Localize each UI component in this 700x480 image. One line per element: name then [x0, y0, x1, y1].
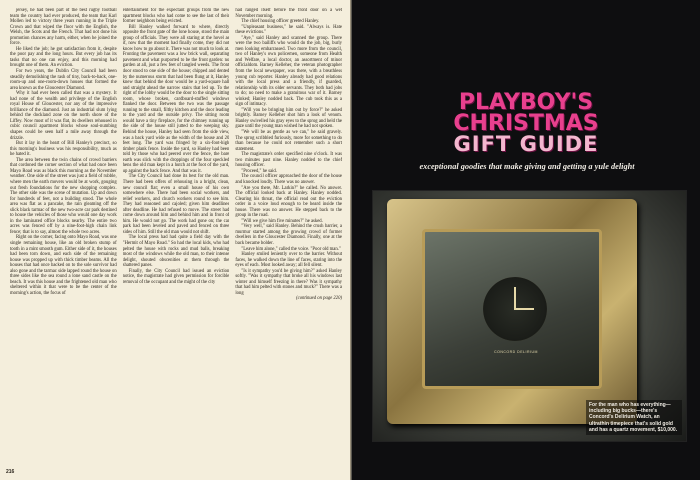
- paragraph: "Are you there, Mr. Larkin?" he called. No answer. The official looked back at Hanley. Hanley nodded. Clearing his throat, the official read out the eviction order in a voice loud enough to be heard inside the house. There was no answer. He stepped back to the group in the road.: [235, 185, 343, 219]
- tagline: exceptional goodies that make giving and getting a yule delight: [419, 162, 635, 171]
- text-column-2: [123, 8, 230, 470]
- paragraph: "Leave him alone," called the voice. "Poor old man.": [241, 246, 341, 252]
- paragraph: "Will we give him five minutes?" he asked.: [241, 218, 323, 224]
- paragraph: "Proceed," he said.: [241, 168, 277, 174]
- paragraph: Why it had ever been called that was a mystery. It had none of the wealth and privilege of the English royal House of Gloucester, nor any of the impressive brilliance of the diamond. Just an industrial slum lying behind the dockland zone on the north shore of the Liffey. Now most of it was flat, its dwellers rehoused in cubic council apartment blocks whose soul-numbing shapes could be seen half a mile away through the drizzle.: [10, 91, 117, 141]
- paragraph: Right on the corner, facing onto Mayo Road, was one single remaining house, like an old broken stump of tooth in a mint smooth gum. Either side of it, the houses had been torn down, and each side of the remaining house was propped up with thick timber beams. All the houses that had once backed on to the sole survivor had also gone and the tarmac side lapped round the house on three sides like the sea round a lone sand castle on the beach. It was this house and the frightened old man who sheltered within it that were to be the center of the morning's action, the focus of: [10, 235, 117, 296]
- paragraph: The council officer approached the door of the house and knocked loudly. There was no answer.: [235, 174, 343, 185]
- paragraph: But it lay in the heart of Bill Hanley's precinct, so this morning's business was his responsibility, much as he hated it.: [10, 141, 117, 158]
- watch-dial-icon: [483, 277, 547, 341]
- minute-hand: [514, 308, 534, 310]
- paragraph: "Very well," said Hanley. Behind the crush barrier, a murmur started among the growing crowd of former dwellers in the Gloucester Diamond. Finally, one at the back became bolder.: [235, 224, 343, 246]
- text-column-1: [10, 8, 117, 470]
- right-page: [352, 0, 700, 480]
- paragraph: "Unpleasant business," he said. "Always is. Hate these evictions.": [235, 24, 343, 36]
- paragraph: "Aye," said Hanley and scanned the group. There were the two bailiffs who would do the job, big, burly men looking embarrassed. Two more from the council, two of Hanley's own policemen, someone from Health and Welfare, a local doctor, an assortment of minor officialdom. Barney Kelleher, the veteran photographer from the local newspaper, was there, with a breathless young cub reporter. Hanley already had good relations with the local press and a friendly, if guarded, relationship with its older servants. They both had jobs to do; no need to make a gratuitous war of it. Barney winked; Hanley nodded back. The cub took this as a sign of intimacy.: [235, 35, 343, 108]
- paragraph: "Is it sympathy you'd be giving him?" asked Hanley softly. "Was it sympathy that broke all his windows last winter and himself freezing in there? Was it sympathy that had him pelted with stones and muck?" There was a long: [235, 268, 343, 296]
- continued-note: (continued on page 220): [296, 296, 343, 302]
- logo-line-1: PLAYBOY'S: [458, 90, 594, 115]
- paragraph: Hanley smiled leniently over to the barrier. Without faces, he walked down the line of faces, staring into the eyes of each. Most looked away; all fell silent.: [235, 252, 343, 269]
- paragraph: The chief housing officer greeted Hanley.: [241, 19, 320, 25]
- paragraph: "We will be as gentle as we can," he said gravely. The sprog scribbled furiously, more for something to do than because he could not remember such a short statement.: [235, 130, 343, 152]
- paragraph: "Will you be bringing him out by force?" he asked brightly. Barney Kelleher shot him a look of venom. Hanley swivelled his gray eyes to the sprog and held the gaze until the young man wished he had not spoken.: [235, 107, 343, 130]
- watch-case: [387, 199, 637, 424]
- watch-photo: [372, 190, 687, 442]
- watch-face: [422, 229, 602, 389]
- paragraph: The City Council had done its best for the old man. There had been offers of rehousing in a bright, clean, new council flat; even a small house of his own somewhere else. There had been social workers, and relief workers, and church workers round to see him. They had reasoned and cajoled; given him deadlines after deadline. He had refused to move. The street had come down around him and behind him and in front of him. He would not go. The work had gone on; the car park had been leveled and paved and fenced on three sides of him. Still the old man would not shift.: [122, 174, 230, 235]
- paragraph: Finally, the City Council had issued an eviction notice, the magistrate had given permission for forcible removal of the occupant and the might of the city: [122, 268, 230, 285]
- paragraph: The local press had had quite a field day with the "Hermit of Mayo Road." So had the local kids, who had pelted the house with rocks and mud balls, breaking most of the windows while the old man, to their intense delight, shouted obscenities at them through the shattered panes.: [122, 235, 230, 269]
- paragraph: had ranged itself before the front door on a wet November morning.: [235, 8, 343, 19]
- gift-guide-logo: [352, 92, 700, 155]
- paragraph: jersey, he had been part of the best rugby football team the country had ever produced, the team that Karl Mollen led to victory three years running in the Triple Crown and that wiped the floor with the English, the Welsh, the Scots and the French. That had not done his promotion chances any harm, either, when he joined the force.: [10, 8, 117, 47]
- text-column-3: [235, 8, 342, 470]
- page-number: 216: [6, 469, 15, 475]
- paragraph: The area between the twin chains of crowd barriers that cordoned the corner section of what had once been Mayo Road was as black this morning as the November weather. One side of the street was just a field of rubble, where men the earth movers would be at work, gouging out fresh foundations for the new shopping complex. The other side was the scene of mutation. Up and down for hundreds of feet, not a building stood. The whole area was flat as a pancake, the rain gleaming off the slick black tarmac of the new two-acre car park destined to house the vehicles of those who would one day work in the laminated office blocks nearby. The entire two acres was fenced off by a nine-foot-high chain link fence; that is to say, almost the whole two acres.: [10, 157, 117, 235]
- paragraph: entertainment for the expectant groups from the new apartment blocks who had come to see the last of their former neighbors being evicted.: [122, 8, 230, 25]
- photo-caption: For the man who has everything—including big bucks—there's Concord's Delirium Watch, an ultrathin timepiece that's solid gold and has a quartz movement, $10,000.: [586, 400, 682, 435]
- hour-hand: [514, 287, 516, 309]
- paragraph: For two years, the Dublin City Council had been steadily demolishing the rash of tiny, back-to-back, one-room-up and one-room-down houses that formed the area known as the Gloucester Diamond.: [10, 69, 117, 91]
- paragraph: The magistrate's order specified nine o'clock. It was two minutes past nine. Hanley nodded to the chief housing officer.: [235, 152, 343, 169]
- paragraph: Bill Hanley walked forward to where, directly opposite the front gate of the lone house, stood the main group of officials. They were all staring at the hovel as if, now that the moment had finally come, they did not know how to go about it. There was not much to look at. Fronting the pavement was a low brick wall, separating pavement and what purported to be the front garden: no garden at all, just a few feet of tangled weeds. The front door stood to one side of the house; chipped and dented by the numerous storm that had been flung at it, Hanley knew that behind the door would be a yard-square hall and straight ahead the narrow stairs that led up. To the right of the lobby would be the door to the single sitting room, whose broken, cardboard-stuffed windows flanked the door. Between the two was the passage running to the small, filthy kitchen and the door leading to the yard and the outside privy. The sitting room would have a tiny fireplace, for the chimney running up the side of the house still jutted to the weeping sky. Behind the house, Hanley had seen from the side view, was a back yard wide as the width of the house and 20 feet long. The yard was fringed by a six-foot-high timber plank fence. Inside the yard, so Hanley had been told by those who had peered over the fence, the bare earth was slick with the droppings of the four speckled hens the old man kept in a hutch at the foot of the yard, up against the back fence. And that was it.: [122, 24, 230, 174]
- paragraph: He liked the job; he got satisfaction from it, despite the poor pay and the long hours. But every job has its tasks that no one can enjoy, and this morning had brought one of them. An eviction.: [10, 46, 117, 69]
- dial-brand-label: CONCORD DELIRIUM: [494, 350, 538, 354]
- logo-line-2: CHRISTMAS: [453, 111, 599, 136]
- logo-line-3: GIFT GUIDE: [453, 132, 599, 156]
